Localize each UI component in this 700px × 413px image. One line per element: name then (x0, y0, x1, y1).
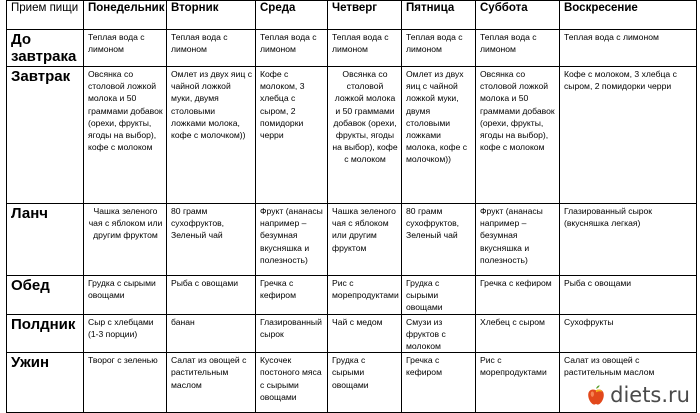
menu-cell: Овсянка со столовой ложкой молока и 50 граммами добавок (орехи, фрукты, ягоды на выбор), кофе с молоком (328, 67, 402, 204)
menu-cell: Гречка с кефиром (476, 276, 560, 315)
menu-cell: Сыр с хлебцами (1-3 порции) (84, 314, 167, 353)
site-watermark (583, 383, 692, 407)
menu-cell: Глазированный сырок (вкусняшка легкая) (560, 204, 697, 276)
menu-cell: 80 грамм сухофруктов, Зеленый чай (167, 204, 256, 276)
menu-cell: Теплая вода с лимоном (402, 30, 476, 67)
menu-cell: Глазированный сырок (256, 314, 328, 353)
day-header: Суббота (476, 1, 560, 30)
meal-label: Полдник (7, 314, 84, 353)
menu-cell: Овсянка со столовой ложкой молока и 50 граммами добавок (орехи, фрукты, ягоды на выбор), кофе с молоком (476, 67, 560, 204)
table-row (7, 204, 697, 276)
menu-cell: Кусочек постоного мяса с сырыми овощами (256, 353, 328, 413)
day-header: Пятница (402, 1, 476, 30)
menu-cell: Кофе с молоком, 3 хлебца с сыром, 2 помидорки черри (560, 67, 697, 204)
menu-cell: Чашка зеленого чая с яблоком или другим фруктом (84, 204, 167, 276)
day-header: Среда (256, 1, 328, 30)
menu-cell: Рис с морепродуктами (476, 353, 560, 413)
menu-cell: Грудка с сырыми овощами (402, 276, 476, 315)
menu-cell: Теплая вода с лимоном (476, 30, 560, 67)
meal-label: До завтрака (7, 30, 84, 67)
menu-cell: Смузи из фруктов с молоком (402, 314, 476, 353)
menu-cell: Чашка зеленого чая с яблоком или другим фруктом (328, 204, 402, 276)
day-header: Вторник (167, 1, 256, 30)
menu-cell: банан (167, 314, 256, 353)
menu-cell: Рыба с овощами (167, 276, 256, 315)
menu-cell: 80 грамм сухофруктов, Зеленый чай (402, 204, 476, 276)
menu-cell: Овсянка со столовой ложкой молока и 50 граммами добавок (орехи, фрукты, ягоды на выбор), кофе с молоком (84, 67, 167, 204)
day-header: Воскресение (560, 1, 697, 30)
menu-cell: Гречка с кефиром (256, 276, 328, 315)
menu-cell: Творог с зеленью (84, 353, 167, 413)
header-row (7, 1, 697, 30)
menu-cell: Теплая вода с лимоном (256, 30, 328, 67)
menu-cell: Фрукт (ананасы например – безумная вкусняшка и полезность) (256, 204, 328, 276)
table-row (7, 67, 697, 204)
menu-cell: Теплая вода с лимоном (167, 30, 256, 67)
menu-cell: Рис с морепродуктами (328, 276, 402, 315)
menu-cell: Рыба с овощами (560, 276, 697, 315)
menu-cell: Чай с медом (328, 314, 402, 353)
menu-cell: Сухофрукты (560, 314, 697, 353)
menu-cell: Грудка с сырыми овощами (84, 276, 167, 315)
menu-cell: Грудка с сырыми овощами (328, 353, 402, 413)
meal-label: Обед (7, 276, 84, 315)
diet-menu-table (6, 0, 697, 413)
meal-label: Ланч (7, 204, 84, 276)
apple-icon (585, 384, 607, 406)
menu-cell: Омлет из двух яиц с чайной ложкой муки, двумя столовыми ложками молока, кофе с молочком)) (402, 67, 476, 204)
meal-label: Ужин (7, 353, 84, 413)
day-header: Понедельник (84, 1, 167, 30)
menu-cell: Омлет из двух яиц с чайной ложкой муки, двумя столовыми ложками молока, кофе с молочком)) (167, 67, 256, 204)
menu-cell: Теплая вода с лимоном (328, 30, 402, 67)
meal-column-header: Прием пищи (7, 1, 84, 30)
day-header: Четверг (328, 1, 402, 30)
menu-cell: Гречка с кефиром (402, 353, 476, 413)
watermark-text: diets.ru (610, 383, 690, 407)
menu-cell: Теплая вода с лимоном (560, 30, 697, 67)
table-row (7, 276, 697, 315)
menu-cell: Теплая вода с лимоном (84, 30, 167, 67)
table-row (7, 314, 697, 353)
menu-cell: Салат из овощей с растительным маслом (167, 353, 256, 413)
menu-cell: Хлебец с сыром (476, 314, 560, 353)
table-row (7, 30, 697, 67)
menu-cell: Фрукт (ананасы например – безумная вкусняшка и полезность) (476, 204, 560, 276)
menu-cell: Салат из овощей с растительным маслом (560, 353, 697, 413)
menu-cell: Кофе с молоком, 3 хлебца с сыром, 2 помидорки черри (256, 67, 328, 204)
meal-label: Завтрак (7, 67, 84, 204)
